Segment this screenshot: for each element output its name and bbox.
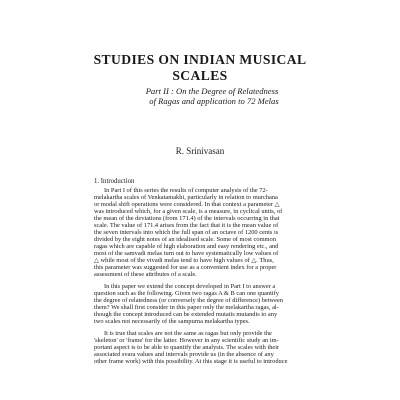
text-line: portant aspect is to be able to quantify the analysis. The scales with their <box>94 344 280 351</box>
paper-title-line-1: STUDIES ON INDIAN MUSICAL <box>93 52 307 67</box>
text-line: It is true that scales are not the same as ragas but only provide the <box>104 330 272 337</box>
text-line: scale. The value of 171.4 arises from the fact that it is the mean value of <box>94 222 279 229</box>
paper-subtitle-line-2: of Ragas and application to 72 Melas <box>149 96 279 106</box>
text-line: △ while most of the vivadi melas tend to have high values of △. Thus, <box>94 257 274 264</box>
text-line: the seven intervals into which the full span of an octave of 1200 cents is <box>94 229 279 236</box>
text-line: question such as the following. Given two ragas A & B can one quantify <box>94 290 279 297</box>
text-line: the degree of relatedness (or conversely the degree of difference) between <box>94 297 284 304</box>
text-line: In this paper we extend the concept developed in Part I to answer a <box>104 283 276 290</box>
text-line: them? We shall first consider in this paper only the melakartha ragas, al- <box>94 304 279 311</box>
text-line: associated svara values and intervals provide us (in the absence of any <box>94 351 274 358</box>
text-line: 'skeleton' or 'frame' for the latter. However in any scientific study an im- <box>94 337 279 344</box>
text-line: divided by the eight notes of an idealised scale. Some of most common <box>94 236 276 243</box>
text-line: though the concept introduced can be extended mutatis mutandis to any <box>94 311 278 318</box>
text-line: was introduced which, for a given scale, is a measure, in cyclical units, of <box>94 208 283 215</box>
text-line: most of the samvadi melas turn out to have systematically low values of <box>94 250 279 257</box>
text-line: assessment of these attributes of a scale. <box>94 271 197 278</box>
text-line: melakartha scales of Venkatamakhi, particularly in relation to murchana <box>94 194 278 201</box>
text-line: two scales not necessarily of the sampurna melakartha types. <box>94 318 250 325</box>
text-line: other frame work) with this possibility. At this stage it is useful to introduce <box>94 358 288 365</box>
text-line: In Part I of this series the results of computer analysis of the 72- <box>104 187 268 194</box>
text-line: the mean of the deviations (from 171.4) of the intervals occurring in that <box>94 215 280 222</box>
text-line: or modal shift operations were considered. In that context a parameter △ <box>94 201 280 208</box>
paper-subtitle-line-1: Part II : On the Degree of Relatedness <box>145 86 279 96</box>
text-line: ragas which are capable of high elaboration and easy rendering etc., and <box>94 243 279 250</box>
text-line: this parameter was suggested for use as a convenient index for a proper <box>94 264 277 271</box>
section-heading: 1. Introduction <box>94 178 135 185</box>
paper-title-line-2: SCALES <box>172 68 228 83</box>
author-name: R. Srinivasan <box>175 146 225 156</box>
